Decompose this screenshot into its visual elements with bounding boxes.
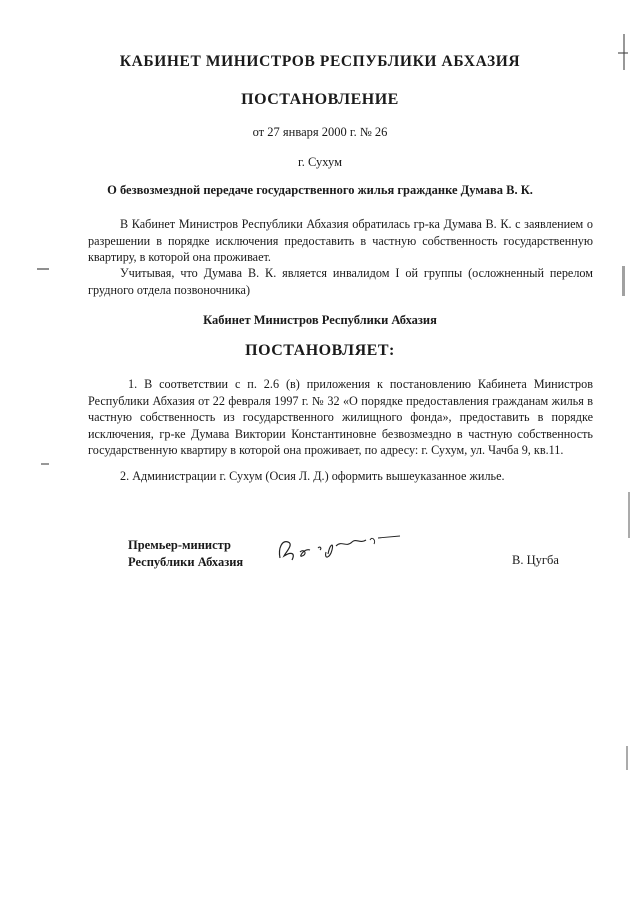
document-type: ПОСТАНОВЛЕНИЕ [241,91,399,108]
signatory-title [128,537,243,570]
signatory-title-line1: Премьер-министр [128,538,231,552]
resolves-heading: ПОСТАНОВЛЯЕТ: [245,342,395,359]
preamble-paragraph-2: Учитывая, что Думава В. К. является инвалидом I ой группы (осложненный перелом грудного отдела позвоночника) [88,266,593,297]
resolution-point-2: 2. Администрации г. Сухум (Осия Л. Д.) оформить вышеуказанное жилье. [120,469,505,483]
date-line: от 27 января 2000 г. № 26 [252,125,388,139]
margin-mark [618,52,628,54]
margin-mark [628,492,630,538]
margin-mark [626,746,628,770]
signatory-title-line2: Республики Абхазия [128,554,244,569]
margin-mark [37,268,49,270]
subject-line: О безвозмездной передаче государственного жилья гражданке Думава В. К. [107,183,533,197]
resolution-point-1: 1. В соответствии с п. 2.6 (в) приложения к постановлению Кабинета Министров Республики Абхазия от 22 февраля 1997 г. № 32 «О порядке предоставления гражданам жилья в частную собственность из государственного жилищного фонда», предоставить в порядке исключения, гр-ке Думава Виктории Константиновне безвозмездно в частную собственность государственную квартиру в которой она проживает, по адресу: г. Сухум, ул. Чачба 9, кв.11. [88,377,593,457]
margin-mark [41,463,49,465]
issuing-body: Кабинет Министров Республики Абхазия [203,313,437,327]
city-line: г. Сухум [297,155,342,169]
preamble-paragraph-1: В Кабинет Министров Республики Абхазия обратилась гр-ка Думава В. К. с заявлением о разрешении в порядке исключения предоставить в частную собственность государственную квартиру, в которой она проживает. [88,217,593,264]
signatory-name: В. Цугба [512,553,559,567]
organization-title: КАБИНЕТ МИНИСТРОВ РЕСПУБЛИКИ АБХАЗИЯ [119,53,521,70]
margin-mark [622,266,625,296]
handwritten-signature [272,518,412,568]
